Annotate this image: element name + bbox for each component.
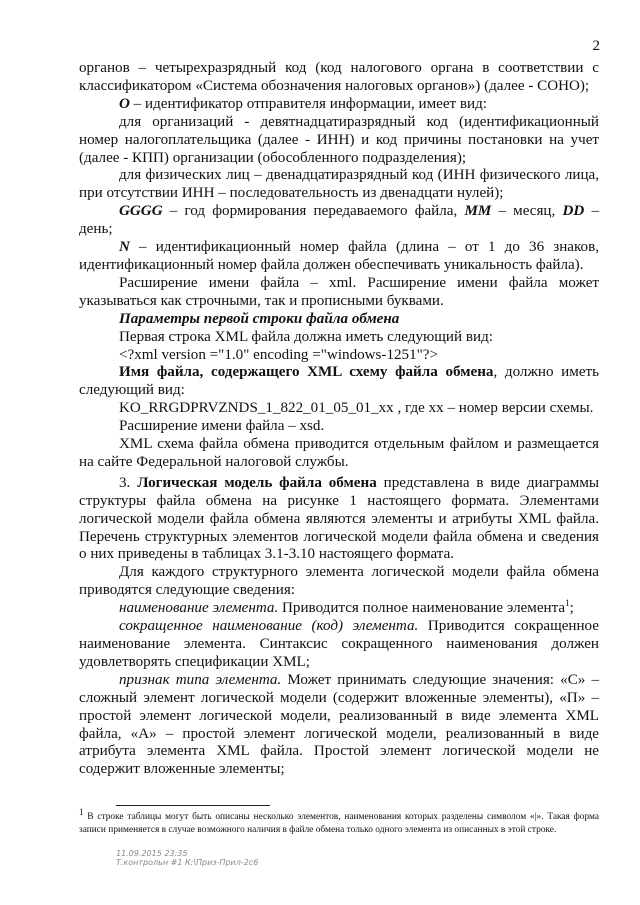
paragraph-text: Приводится сокращенное наименование элемента. Синтаксис сокращенного наименования должен удовлетворять спецификации XML; <box>79 618 599 670</box>
stamp-path: Т.контрольн #1 К:\Приз-Прил-2с6 <box>116 858 259 867</box>
footnote-mark: 1 <box>79 806 84 817</box>
paragraph-text: – идентификатор отправителя информации, имеет вид: <box>129 95 487 112</box>
paragraph-xsd: Расширение имени файла – xsd. <box>119 418 325 435</box>
code-n: N <box>119 239 130 256</box>
paragraph-extension: Расширение имени файла – xml. Расширение имени файла может указываться как строчными, так и прописными буквами. <box>79 274 599 309</box>
section-heading: Параметры первой строки файла обмена <box>119 310 400 327</box>
paragraph-date-codes <box>79 203 599 239</box>
paragraph-short-name <box>79 618 599 672</box>
section-number: 3. <box>119 474 138 491</box>
print-stamp <box>116 849 258 867</box>
paragraph-text: – месяц, <box>491 203 563 220</box>
document-body <box>79 60 599 779</box>
xml-declaration: <?xml version ="1.0" encoding ="windows-1251"?> <box>119 346 439 363</box>
paragraph-text: , должно иметь следующий вид: <box>79 364 599 399</box>
paragraph-file-number <box>79 239 599 275</box>
code-o: O <box>119 95 130 112</box>
schema-filename: KO_RRGDPRVZNDS_1_822_01_05_01_xx , где хх – номер версии схемы. <box>119 400 594 417</box>
paragraph-individuals: для физических лиц – двенадцатиразрядный код (ИНН физического лица, при отсутствии ИНН – последовательность из двенадцати нулей); <box>79 167 599 202</box>
term-element-name: наименование элемента. <box>119 600 279 617</box>
paragraph-schema-name <box>79 364 599 400</box>
paragraph-text: Может принимать следующие значения: «С» – сложный элемент логической модели (содержит вложенные элементы), «П» – простой элемент логической модели, реализованный в виде элемента XML файла, «А» – простой элемент логической модели, реализованный в виде атрибута элемента XML файла. Простой элемент логической модели не содержит вложенные элементы; <box>79 671 599 778</box>
code-dd: DD <box>562 203 585 220</box>
paragraph-first-line: Первая строка XML файла должна иметь следующий вид: <box>119 328 493 345</box>
paragraph-sono: органов – четырехразрядный код (код налогового органа в соответствии с классификатором «Система обозначения налоговых органов») (далее - СОНО); <box>79 60 599 94</box>
paragraph-sender-id <box>79 96 599 114</box>
code-gggg: GGGG <box>119 203 163 220</box>
paragraph-schema-site: XML схема файла обмена приводится отдельным файлом и размещается на сайте Федеральной налоговой службы. <box>79 436 599 470</box>
paragraph-text: – идентификационный номер файла (длина – от 1 до 36 знаков, идентификационный номер файла должен обеспечивать уникальность файла). <box>79 239 599 273</box>
paragraph-organizations: для организаций - девятнадцатиразрядный код (идентификационный номер налогоплательщика (далее - ИНН) и код причины постановки на учет (далее - КПП) организации (обособленного подразделения); <box>79 113 599 166</box>
term-short-name: сокращенное наименование (код) элемента. <box>119 618 419 635</box>
term-element-type: признак типа элемента. <box>119 671 282 688</box>
footnote-text: В строке таблицы могут быть описаны несколько элементов, наименования которых разделены символом «|». Такая форма записи применяется в случае возможного наличия в файле обмена только одного элемента из описанных в этой строке. <box>79 812 599 835</box>
footnote-separator <box>116 805 270 806</box>
paragraph-text: представлена в виде диаграммы структуры файла обмена на рисунке 1 настоящего формата. Элементами логической модели файла обмена являются элементы и атрибуты XML файла. Перечень структурных элементов логической модели файла обмена и сведения о них приведены в таблицах 3.1-3.10 настоящего формата. <box>79 474 600 563</box>
paragraph-text: – день; <box>79 203 599 238</box>
paragraph-element-name <box>79 600 599 618</box>
footnote-ref: 1 <box>565 598 570 609</box>
code-mm: MM <box>464 203 492 220</box>
schema-name-bold: Имя файла, содержащего XML схему файла обмена <box>119 364 494 381</box>
paragraph-text: Приводится полное наименование элемента <box>278 600 566 617</box>
paragraph-text: – год формирования передаваемого файла, <box>162 203 465 220</box>
paragraph-logical-model <box>79 475 599 565</box>
stamp-date: 11.09.2015 23:35 <box>116 849 188 858</box>
paragraph-text: ; <box>569 600 574 617</box>
logical-model-bold: Логическая модель файла обмена <box>137 474 377 491</box>
paragraph-each-element: Для каждого структурного элемента логической модели файла обмена приводятся следующие сведения: <box>79 564 599 599</box>
footnote <box>79 806 599 837</box>
paragraph-element-type <box>79 672 599 779</box>
page-number: 2 <box>592 38 600 54</box>
